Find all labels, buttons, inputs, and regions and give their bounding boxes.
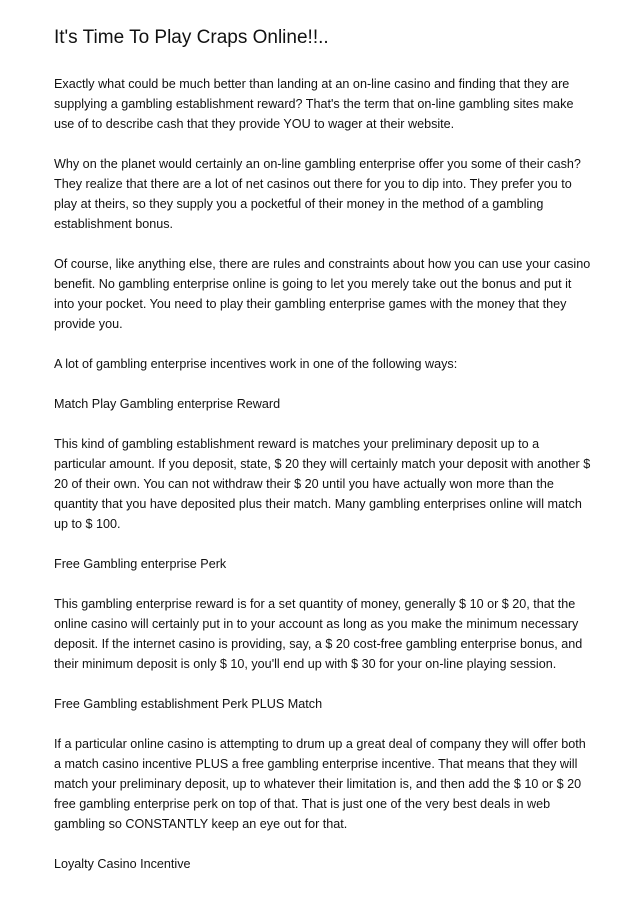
paragraph-intro: Exactly what could be much better than landing at an on-line casino and finding that they are supplying a gambling establishment reward? That's the term that on-line gambling sites make use of to describe cash that they provide YOU to wager at their website. (54, 77, 574, 131)
document-page (54, 26, 594, 894)
paragraph-free-perk: This gambling enterprise reward is for a set quantity of money, generally $ 10 or $ 20, that the online casino will certainly put in to your account as long as you make the minimum necessary deposit. If the internet casino is providing, say, a $ 20 cost-free gambling enterprise bonus, and their minimum deposit is only $ 10, you'll end up with $ 30 for your on-line playing session. (54, 597, 583, 671)
section-heading-free-perk-plus-match: Free Gambling establishment Perk PLUS Match (54, 697, 323, 711)
paragraph-free-perk-plus-match: If a particular online casino is attempting to drum up a great deal of company they will offer both a match casino incentive PLUS a free gambling enterprise incentive. That means that they will match your preliminary deposit, up to whatever their limitation is, and then add the $ 10 or $ 20 free gambling enterprise perk on top of that. That is just one of the very best deals in web gambling so CONSTANTLY keep an eye out for that. (54, 737, 586, 831)
section-heading-loyalty: Loyalty Casino Incentive (54, 857, 191, 871)
paragraph-incentive-ways: A lot of gambling enterprise incentives work in one of the following ways: (54, 357, 458, 371)
document-title: It's Time To Play Craps Online!!.. (54, 27, 329, 48)
section-heading-match-play: Match Play Gambling enterprise Reward (54, 397, 281, 411)
paragraph-match-play: This kind of gambling establishment reward is matches your preliminary deposit up to a particular amount. If you deposit, state, $ 20 they will certainly match your deposit with another $ 20 of their own. You can not withdraw their $ 20 until you have actually won more than the quantity that you have deposited plus their match. Many gambling enterprises online will match up to $ 100. (54, 437, 591, 531)
section-heading-free-perk: Free Gambling enterprise Perk (54, 557, 227, 571)
title-spacer (54, 50, 594, 74)
paragraph-why-offer: Why on the planet would certainly an on-line gambling enterprise offer you some of their cash? They realize that there are a lot of net casinos out there for you to dip into. They prefer you to play at theirs, so they supply you a pocketful of their money in the method of a gambling establishment bonus. (54, 157, 581, 231)
paragraph-rules: Of course, like anything else, there are rules and constraints about how you can use your casino benefit. No gambling enterprise online is going to let you merely take out the bonus and put it into your pocket. You need to play their gambling enterprise games with the money that they provide you. (54, 257, 591, 331)
